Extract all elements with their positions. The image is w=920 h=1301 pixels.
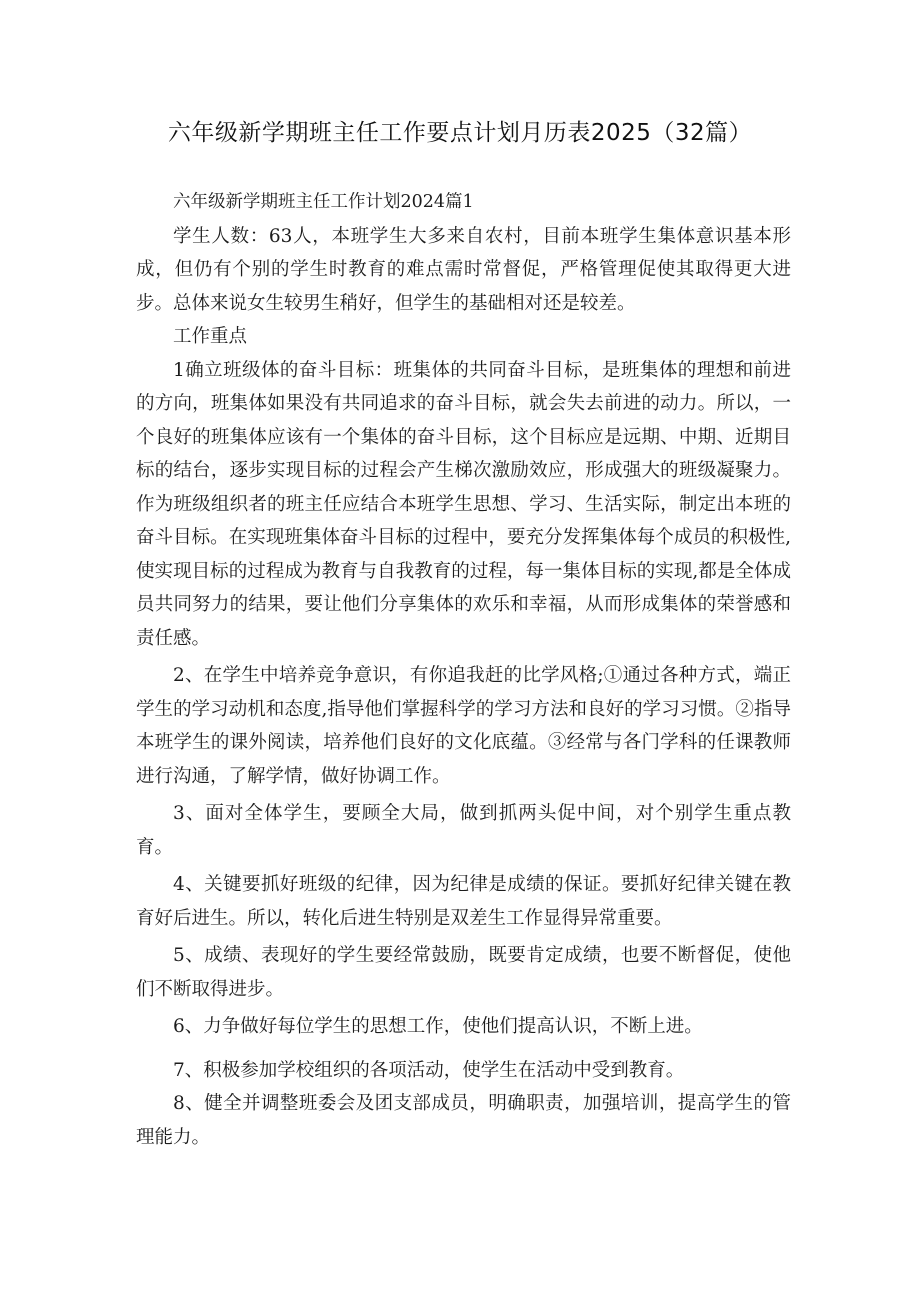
section-subtitle: 六年级新学期班主任工作计划2024篇1 [173, 192, 474, 212]
paragraph-student-count: 学生人数：63人，本班学生大多来自农村，目前本班学生集体意识基本形成，但仍有个别的学生时教育的难点需时常督促，严格管理促使其取得更大进步。总体来说女生较男生稍好，但学生的基础相对还是较差。 [136, 225, 791, 314]
paragraph-item-4: 4、关键要抓好班级的纪律，因为纪律是成绩的保证。要抓好纪律关键在教育好后进生。所以，转化后进生特别是双差生工作显得异常重要。 [136, 874, 791, 929]
paragraph-item-5: 5、成绩、表现好的学生要经常鼓励，既要肯定成绩，也要不断督促，使他们不断取得进步。 [136, 945, 791, 1000]
paragraph-item-2: 2、在学生中培养竞争意识，有你追我赶的比学风格;①通过各种方式，端正学生的学习动机和态度,指导他们掌握科学的学习方法和良好的学习习惯。②指导本班学生的课外阅读，培养他们良好的文化底蕴。③经常与各门学科的任课教师进行沟通，了解学情，做好协调工作。 [136, 665, 791, 787]
paragraph-item-1: 1确立班级体的奋斗目标：班集体的共同奋斗目标，是班集体的理想和前进的方向，班集体如果没有共同追求的奋斗目标，就会失去前进的动力。所以，一个良好的班集体应该有一个集体的奋斗目标，这个目标应是远期、中期、近期目标的结台，逐步实现目标的过程会产生梯次激励效应，形成强大的班级凝聚力。作为班级组织者的班主任应结合本班学生思想、学习、生活实际，制定出本班的奋斗目标。在实现班集体奋斗目标的过程中，要充分发挥集体每个成员的积极性,使实现目标的过程成为教育与自我教育的过程，每一集体目标的实现,都是全体成员共同努力的结果，要让他们分享集体的欢乐和幸福，从而形成集体的荣誉感和责任感。 [136, 359, 791, 649]
paragraph-item-6: 6、力争做好每位学生的思想工作，使他们提高认识，不断上进。 [173, 1016, 703, 1037]
paragraph-heading-work-focus: 工作重点 [173, 326, 248, 347]
document-title: 六年级新学期班主任工作要点计划月历表2025（32篇） [167, 120, 753, 146]
paragraph-item-7: 7、积极参加学校组织的各项活动，使学生在活动中受到教育。 [173, 1059, 685, 1081]
paragraph-item-3: 3、面对全体学生，要顾全大局，做到抓两头促中间，对个别学生重点教育。 [136, 803, 791, 858]
paragraph-item-8: 8、健全并调整班委会及团支部成员，明确职责，加强培训，提高学生的管理能力。 [136, 1093, 791, 1148]
document-body [136, 186, 791, 1154]
